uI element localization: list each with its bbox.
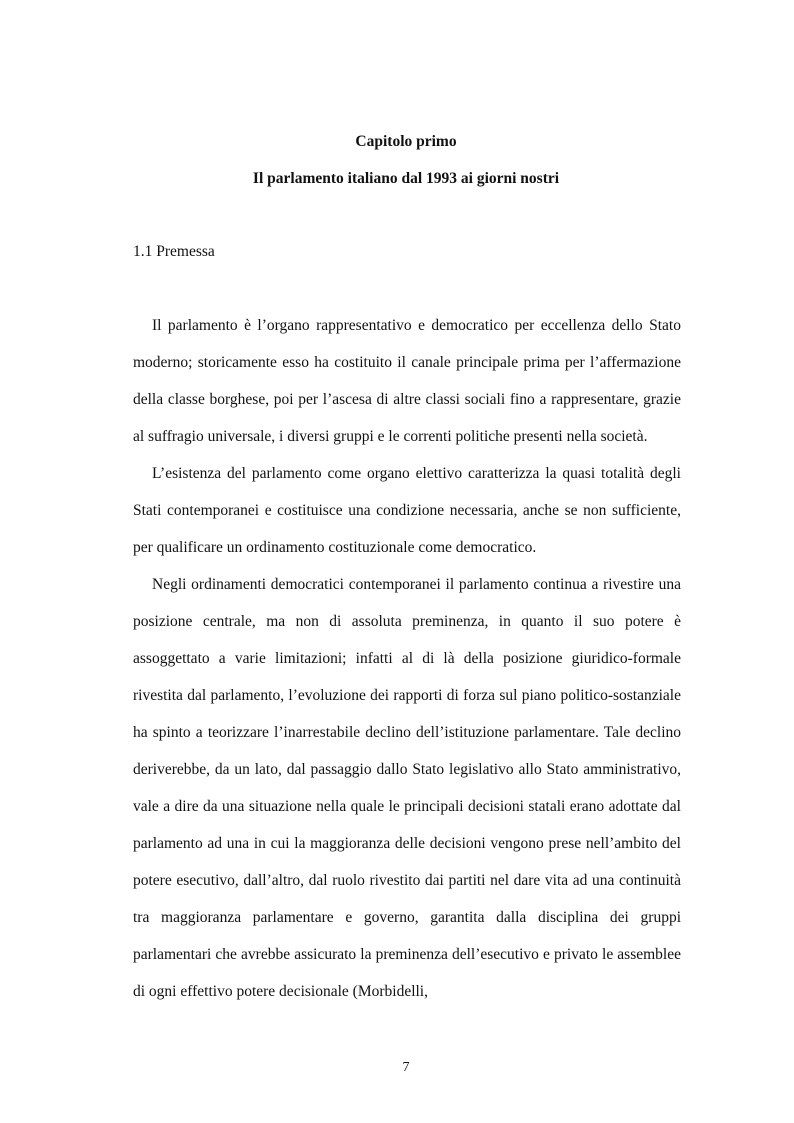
section-heading: 1.1 Premessa (133, 243, 215, 260)
paragraph-2: L’esistenza del parlamento come organo elettivo caratterizza la quasi totalità degli Stati contemporanei e costituisce una condizione necessaria, anche se non sufficiente, per qualificare un ordinamento costituzionale come democratico. (133, 465, 681, 556)
page-number: 7 (402, 1060, 410, 1075)
chapter-title: Il parlamento italiano dal 1993 ai giorni nostri (252, 170, 560, 187)
paragraph-1: Il parlamento è l’organo rappresentativo e democratico per eccellenza dello Stato moderno; storicamente esso ha costituito il canale principale prima per l’affermazione della classe borghese, poi per l’ascesa di altre classi sociali fino a rappresentare, grazie al suffragio universale, i diversi gruppi e le correnti politiche presenti nella società. (133, 317, 681, 445)
paragraph-3: Negli ordinamenti democratici contemporanei il parlamento continua a rivestire una posizione centrale, ma non di assoluta preminenza, in quanto il suo potere è assoggettato a varie limitazioni; infatti al di là della posizione giuridico-formale rivestita dal parlamento, l’evoluzione dei rapporti di forza sul piano politico-sostanziale ha spinto a teorizzare l’inarrestabile declino dell’istituzione parlamentare. Tale declino deriverebbe, da un lato, dal passaggio dallo Stato legislativo allo Stato amministrativo, vale a dire da una situazione nella quale le principali decisioni statali erano adottate dal parlamento ad una in cui la maggioranza delle decisioni vengono prese nell’ambito del potere esecutivo, dall’altro, dal ruolo rivestito dai partiti nel dare vita ad una continuità tra maggioranza parlamentare e governo, garantita dalla disciplina dei gruppi parlamentari che avrebbe assicurato la preminenza dell’esecutivo e privato le assemblee di ogni effettivo potere decisionale (Morbidelli, (133, 576, 681, 1000)
body-text (133, 307, 681, 1010)
chapter-label: Capitolo primo (355, 133, 457, 150)
